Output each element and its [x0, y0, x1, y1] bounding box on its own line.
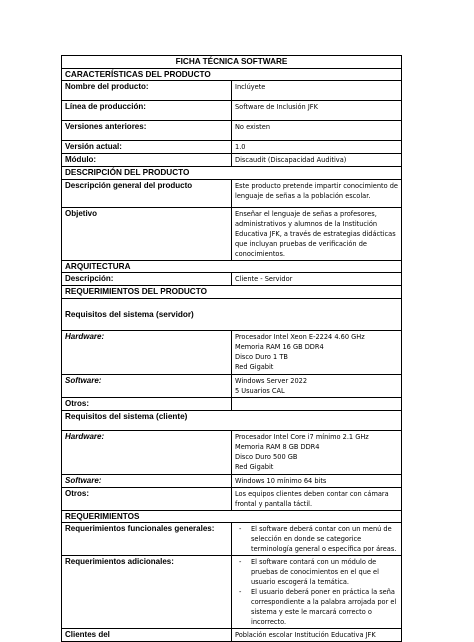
funcionales-item: - El software deberá contar con un menú de selección en donde se categorice terminología general o específica por áreas. — [251, 524, 398, 554]
servidor-title: Requisitos del sistema (servidor) — [62, 298, 402, 330]
cliente-software-value: Windows 10 mínimo 64 bits — [232, 474, 402, 487]
section-caracteristicas: CARACTERÍSTICAS DEL PRODUCTO — [62, 68, 402, 81]
adicionales-list — [235, 557, 398, 627]
cliente-hardware-line: Memoria RAM 8 GB DDR4 — [235, 442, 320, 451]
servidor-otros-value — [232, 397, 402, 410]
clientes-value: Población escolar Institución Educativa JFK — [232, 629, 402, 642]
servidor-hardware-line: Red Gigabit — [235, 362, 274, 371]
nombre-label: Nombre del producto: — [62, 81, 232, 101]
nombre-value: Inclúyete — [232, 81, 402, 101]
document-title: FICHA TÉCNICA SOFTWARE — [62, 56, 402, 69]
objetivo-label: Objetivo — [62, 207, 232, 260]
version-label: Versión actual: — [62, 141, 232, 154]
adicionales-label: Requerimientos adicionales: — [62, 556, 232, 629]
cliente-otros-label: Otros: — [62, 487, 232, 510]
servidor-hardware-line: Procesador Intel Xeon E-2224 4.60 GHz — [235, 332, 365, 341]
servidor-hardware-value — [232, 330, 402, 374]
modulo-value: Discaudit (Discapacidad Auditiva) — [232, 154, 402, 167]
arquitectura-label: Descripción: — [62, 273, 232, 286]
clientes-label: Clientes del — [62, 629, 232, 642]
cliente-otros-value: Los equipos clientes deben contar con cámara frontal y pantalla táctil. — [232, 487, 402, 510]
cliente-hardware-line: Procesador Intel Core i7 mínimo 2.1 GHz — [235, 432, 369, 441]
objetivo-value: Enseñar el lenguaje de señas a profesores, administrativos y alumnos de la Institución Educativa JFK, a través de estrategias didácticas que incluyan pruebas de verificación de conocimientos. — [232, 207, 402, 260]
servidor-hardware-label: Hardware: — [62, 330, 232, 374]
funcionales-list — [235, 524, 398, 554]
cliente-software-label: Software: — [62, 474, 232, 487]
versiones-label: Versiones anteriores: — [62, 121, 232, 141]
arquitectura-value: Cliente - Servidor — [232, 273, 402, 286]
ficha-tecnica-table — [61, 55, 402, 642]
cliente-hardware-value — [232, 430, 402, 474]
servidor-software-line: 5 Usuarios CAL — [235, 386, 285, 395]
version-value: 1.0 — [232, 141, 402, 154]
servidor-hardware-line: Disco Duro 1 TB — [235, 352, 288, 361]
section-requerimientos: REQUERIMIENTOS DEL PRODUCTO — [62, 286, 402, 299]
servidor-software-value — [232, 374, 402, 397]
servidor-software-label: Software: — [62, 374, 232, 397]
funcionales-value — [232, 523, 402, 556]
section-requerimientos-2: REQUERIMIENTOS — [62, 510, 402, 523]
cliente-title: Requisitos del sistema (cliente) — [62, 410, 402, 430]
cliente-hardware-line: Disco Duro 500 GB — [235, 452, 298, 461]
servidor-otros-label: Otros: — [62, 397, 232, 410]
section-descripcion: DESCRIPCIÓN DEL PRODUCTO — [62, 167, 402, 180]
funcionales-label: Requerimientos funcionales generales: — [62, 523, 232, 556]
versiones-value: No existen — [232, 121, 402, 141]
adicionales-item: - El usuario deberá poner en práctica la seña correspondiente a la palabra arrojada por el sistema y este le marcará correcto o incorrecto. — [251, 587, 398, 627]
linea-value: Software de Inclusión JFK — [232, 101, 402, 121]
modulo-label: Módulo: — [62, 154, 232, 167]
section-arquitectura: ARQUITECTURA — [62, 260, 402, 273]
servidor-hardware-line: Memoria RAM 16 GB DDR4 — [235, 342, 324, 351]
linea-label: Línea de producción: — [62, 101, 232, 121]
cliente-hardware-label: Hardware: — [62, 430, 232, 474]
descripcion-general-label: Descripción general del producto — [62, 179, 232, 207]
cliente-hardware-line: Red Gigabit — [235, 462, 274, 471]
adicionales-item: - El software contará con un módulo de pruebas de conocimientos en el que el usuario escogerá la temática. — [251, 557, 398, 587]
adicionales-value — [232, 556, 402, 629]
descripcion-general-value: Este producto pretende impartir conocimiento de lenguaje de señas a la población escolar. — [232, 179, 402, 207]
servidor-software-line: Windows Server 2022 — [235, 376, 308, 385]
